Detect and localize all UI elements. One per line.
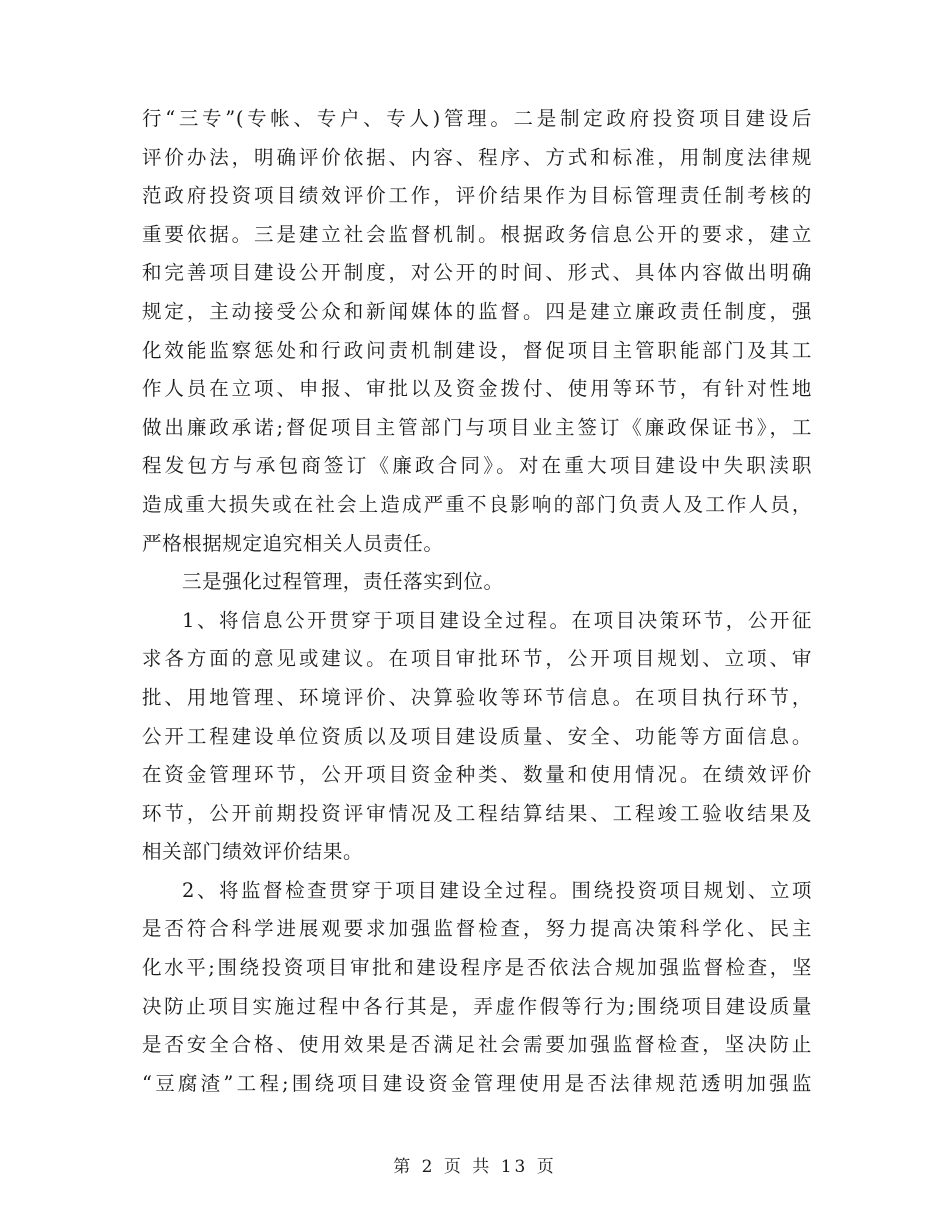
text-line: 求各方面的意见或建议。在项目审批环节，公开项目规划、立项、审 — [142, 647, 812, 671]
footer-label-total: 共 — [472, 1157, 493, 1177]
text-line: 化效能监察惩处和行政问责机制建设，督促项目主管职能部门及其工 — [142, 338, 812, 362]
text-line: 环节，公开前期投资评审情况及工程结算结果、工程竣工验收结果及 — [142, 801, 812, 825]
text-line: 行“三专”(专帐、专户、专人)管理。二是制定政府投资项目建设后 — [142, 107, 812, 130]
total-page-count: 13 — [500, 1157, 529, 1177]
footer-label-page: 第 — [393, 1157, 414, 1177]
text-line: 化水平;围绕投资项目审批和建设程序是否依法合规加强监督检查，坚 — [142, 956, 812, 980]
document-body — [142, 100, 812, 1103]
text-line: 是否符合科学进展观要求加强监督检查，努力提高决策科学化、民主 — [142, 917, 812, 941]
footer-label-total-unit: 页 — [536, 1157, 557, 1177]
text-line: 规定，主动接受公众和新闻媒体的监督。四是建立廉政责任制度，强 — [142, 299, 812, 323]
text-line: 程发包方与承包商签订《廉政合同》。对在重大项目建设中失职渎职 — [142, 454, 812, 478]
text-line: 严格根据规定追究相关人员责任。 — [142, 531, 444, 555]
text-line: 和完善项目建设公开制度，对公开的时间、形式、具体内容做出明确 — [142, 261, 812, 285]
text-line: 作人员在立项、申报、审批以及资金拨付、使用等环节，有针对性地 — [142, 377, 812, 401]
text-line: 相关部门绩效评价结果。 — [142, 840, 364, 864]
text-line: 批、用地管理、环境评价、决算验收等环节信息。在项目执行环节， — [142, 685, 812, 709]
text-line: 决防止项目实施过程中各行其是，弄虚作假等行为;围绕项目建设质量 — [142, 994, 812, 1018]
text-line: 公开工程建设单位资质以及项目建设质量、安全、功能等方面信息。 — [142, 724, 812, 748]
text-line: 在资金管理环节，公开项目资金种类、数量和使用情况。在绩效评价 — [142, 763, 812, 787]
text-line: 范政府投资项目绩效评价工作，评价结果作为目标管理责任制考核的 — [142, 184, 812, 208]
footer-label-page-unit: 页 — [443, 1157, 464, 1177]
text-line: 2、将监督检查贯穿于项目建设全过程。围绕投资项目规划、立项 — [182, 878, 812, 902]
text-line: 造成重大损失或在社会上造成严重不良影响的部门负责人及工作人员， — [142, 492, 812, 516]
text-line: 做出廉政承诺;督促项目主管部门与项目业主签订《廉政保证书》，工 — [142, 415, 812, 439]
current-page-number: 2 — [421, 1157, 436, 1177]
page-footer — [0, 1152, 950, 1177]
text-line: 是否安全合格、使用效果是否满足社会需要加强监督检查，坚决防止 — [142, 1033, 812, 1057]
section-heading: 三是强化过程管理，责任落实到位。 — [182, 570, 504, 594]
text-line: 评价办法，明确评价依据、内容、程序、方式和标准，用制度法律规 — [142, 145, 812, 169]
text-line: “豆腐渣”工程;围绕项目建设资金管理使用是否法律规范透明加强监 — [142, 1071, 812, 1095]
text-line: 重要依据。三是建立社会监督机制。根据政务信息公开的要求，建立 — [142, 222, 812, 246]
text-line: 1、将信息公开贯穿于项目建设全过程。在项目决策环节，公开征 — [182, 608, 812, 632]
